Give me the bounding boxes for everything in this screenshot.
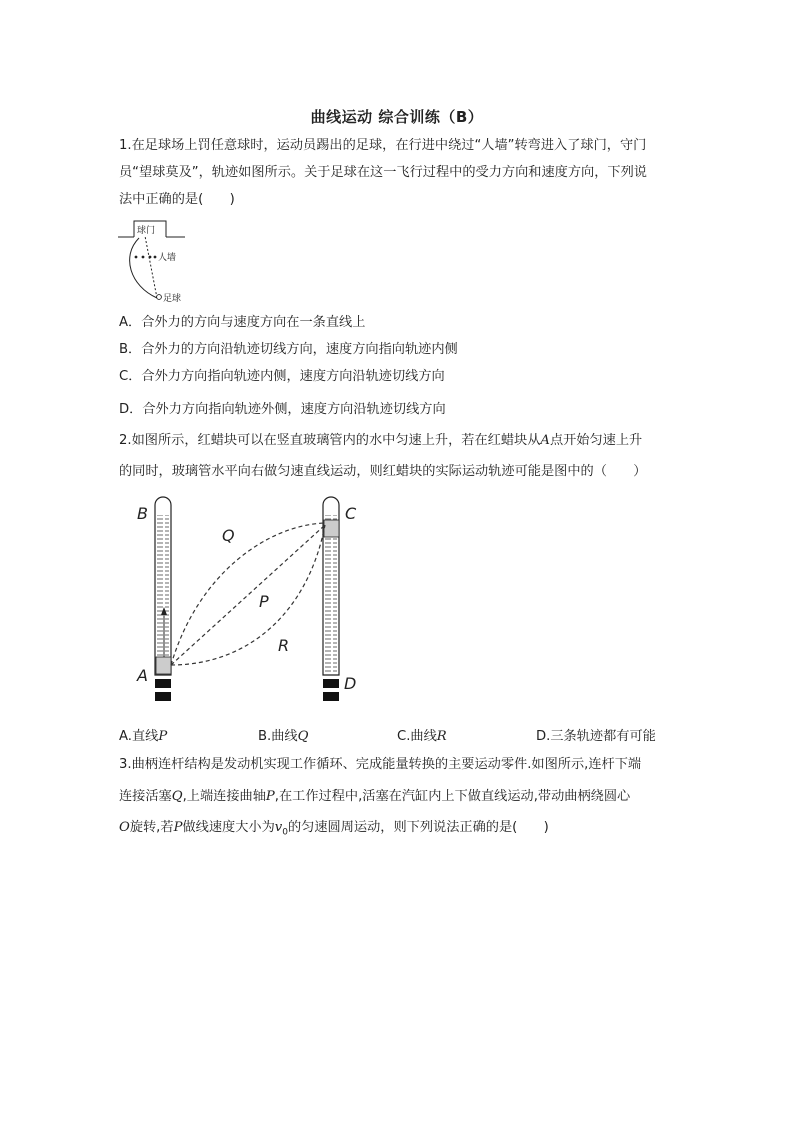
q3-line3-text-c: 的匀速圆周运动，则下列说法正确的是( ) xyxy=(287,820,549,835)
ball-label: 足球 xyxy=(163,294,182,304)
q3-line2-text-a: 连接活塞 xyxy=(119,789,172,804)
q2-option-b-text: B.曲线 xyxy=(258,729,298,744)
q2-option-a xyxy=(119,725,167,744)
q2-line1-text-b: 点开始匀速上升 xyxy=(549,433,643,448)
wall-player-1 xyxy=(135,256,138,259)
q3-line3-text-b: 做线速度大小为 xyxy=(182,820,275,835)
q3-line2 xyxy=(119,788,679,806)
q3-var-v-sub: 0 xyxy=(282,827,288,838)
label-d: D xyxy=(344,674,357,693)
q2-line1 xyxy=(119,432,679,450)
q2-option-c-text: C.曲线 xyxy=(397,729,437,744)
wax-block-right xyxy=(324,520,339,537)
q1-line1: 1.在足球场上罚任意球时，运动员踢出的足球，在行进中绕过“人墙”转弯进入了球门，守门 xyxy=(119,138,647,153)
q3-line3 xyxy=(119,819,679,842)
q2-option-b xyxy=(258,725,308,744)
q2-option-a-text: A.直线 xyxy=(119,729,159,744)
q3-var-q: Q xyxy=(171,789,183,804)
q2-line2: 的同时，玻璃管水平向右做匀速直线运动，则红蜡块的实际运动轨迹可能是图中的（ ） xyxy=(119,464,647,479)
q2-option-d xyxy=(536,725,656,744)
q1-option-c: C．合外力方向指向轨迹内侧，速度方向沿轨迹切线方向 xyxy=(119,369,445,384)
label-p: P xyxy=(259,592,269,611)
q2-line1-text-a: 2.如图所示，红蜡块可以在竖直玻璃管内的水中匀速上升，若在红蜡块从 xyxy=(119,433,541,448)
q2-option-d-text: D.三条轨迹都有可能 xyxy=(536,729,656,744)
label-r: R xyxy=(278,636,290,655)
point-a-var: A xyxy=(540,433,550,448)
q2-tube-figure xyxy=(128,493,368,705)
q3-line2-text-c: ,在工作过程中,活塞在汽缸内上下做直线运动,带动曲柄绕圆心 xyxy=(274,789,631,804)
q1-option-d: D．合外力方向指向轨迹外侧，速度方向沿轨迹切线方向 xyxy=(119,402,446,417)
q2-option-a-var: P xyxy=(158,729,168,744)
wax-block-left xyxy=(156,657,171,674)
q2-option-c xyxy=(397,725,447,744)
q3-var-o: O xyxy=(119,820,130,835)
wall-player-3 xyxy=(149,256,152,259)
q3-var-p: P xyxy=(265,789,275,804)
q1-line3: 法中正确的是( ) xyxy=(119,192,235,207)
wall-player-4 xyxy=(154,256,157,259)
label-a: A xyxy=(137,666,148,685)
ball-icon xyxy=(157,295,162,300)
goal-label: 球门 xyxy=(137,226,156,236)
q1-football-figure xyxy=(115,216,215,308)
q1-option-a: A．合外力的方向与速度方向在一条直线上 xyxy=(119,315,366,330)
q3-line2-text-b: ,上端连接曲轴 xyxy=(182,789,266,804)
label-c: C xyxy=(345,504,357,523)
label-q: Q xyxy=(222,526,235,545)
page-title: 曲线运动 综合训练（B） xyxy=(310,108,484,126)
q3-var-p2: P xyxy=(173,820,183,835)
q3-line1: 3.曲柄连杆结构是发动机实现工作循环、完成能量转换的主要运动零件.如图所示,连杆下端 xyxy=(119,757,642,772)
q2-option-c-var: R xyxy=(436,729,447,744)
q1-option-b: B．合外力的方向沿轨迹切线方向，速度方向指向轨迹内侧 xyxy=(119,342,458,357)
q3-line3-text-a: 旋转,若 xyxy=(129,820,174,835)
q2-option-b-var: Q xyxy=(297,729,309,744)
wall-label: 人墙 xyxy=(158,253,177,263)
q3-var-v: v xyxy=(274,820,283,835)
q1-line2: 员“望球莫及”，轨迹如图所示。关于足球在这一飞行过程中的受力方向和速度方向，下列说 xyxy=(119,165,647,180)
wall-player-2 xyxy=(142,256,145,259)
label-b: B xyxy=(137,504,148,523)
